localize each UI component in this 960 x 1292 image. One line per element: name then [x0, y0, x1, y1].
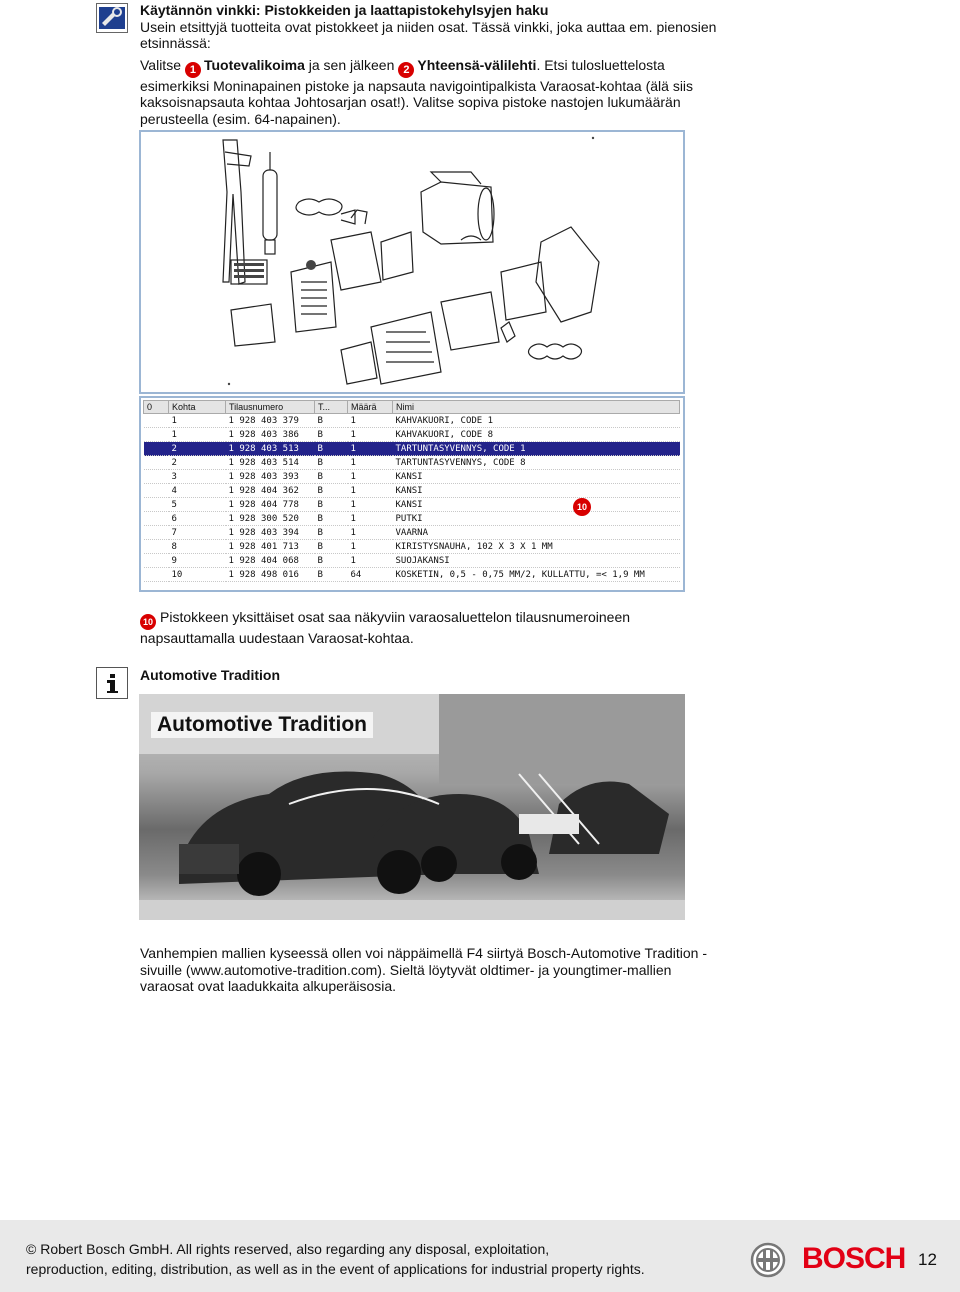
- table-row[interactable]: [144, 442, 680, 456]
- row-marker-cell: [144, 428, 169, 442]
- table-cell: 1 928 403 393: [226, 470, 315, 484]
- table-cell: 1 928 403 379: [226, 414, 315, 428]
- column-header[interactable]: Nimi: [393, 401, 680, 414]
- tip-line: Usein etsittyjä tuotteita ovat pistokkeet ja niiden osat. Tässä vinkki, joka auttaa em. pienosien: [140, 18, 717, 35]
- table-cell: 1 928 401 713: [226, 540, 315, 554]
- table-cell: 1: [348, 428, 393, 442]
- tip-instruction: Valitse 1 Tuotevalikoima ja sen jälkeen 2 Yhteensä-välilehti. Etsi tulosluettelosta: [140, 56, 665, 76]
- table-cell: 1 928 403 386: [226, 428, 315, 442]
- row-marker-cell: [144, 568, 169, 582]
- table-cell: 1: [348, 540, 393, 554]
- table-header-row: [144, 401, 680, 414]
- row-marker-cell: [144, 512, 169, 526]
- tip-line: perusteella (esim. 64-napainen).: [140, 110, 341, 127]
- table-cell: 1: [348, 484, 393, 498]
- step-2-badge: 2: [398, 62, 414, 78]
- table-cell: 1: [169, 414, 226, 428]
- table-row[interactable]: [144, 554, 680, 568]
- table-cell: KANSI: [393, 470, 680, 484]
- tip-line: kaksoisnapsauta kohtaa Johtosarjan osat!). Valitse sopiva pistoke nastojen lukumäärän: [140, 94, 681, 110]
- exploded-connector-drawing: [141, 132, 683, 392]
- table-row[interactable]: [144, 428, 680, 442]
- table-cell: 1: [348, 470, 393, 484]
- table-cell: 1 928 404 362: [226, 484, 315, 498]
- info-paragraph: [140, 945, 940, 995]
- table-cell: 1 928 403 394: [226, 526, 315, 540]
- step-1-badge: 1: [185, 62, 201, 78]
- page-footer: [0, 1220, 960, 1292]
- table-cell: 1: [348, 414, 393, 428]
- table-cell: 7: [169, 526, 226, 540]
- column-header[interactable]: Tilausnumero: [226, 401, 315, 414]
- yhteensa-label: Yhteensä-välilehti: [417, 56, 537, 73]
- bosch-armature-icon: [750, 1242, 786, 1278]
- table-row[interactable]: [144, 456, 680, 470]
- tip-icon: [96, 3, 128, 33]
- automotive-tradition-photo: [139, 694, 685, 920]
- row-marker-cell: [144, 540, 169, 554]
- table-row[interactable]: [144, 414, 680, 428]
- table-cell: B: [315, 442, 348, 456]
- table-cell: 1: [348, 554, 393, 568]
- table-cell: PUTKI: [393, 512, 680, 526]
- table-cell: TARTUNTASYVENNYS, CODE 8: [393, 456, 680, 470]
- table-cell: B: [315, 526, 348, 540]
- tip-line: etsinnässä:: [140, 35, 211, 51]
- callout-section: [140, 609, 940, 647]
- table-cell: 2: [169, 456, 226, 470]
- table-cell: B: [315, 498, 348, 512]
- callout-10-badge-on-table: 10: [573, 498, 591, 516]
- table-cell: 64: [348, 568, 393, 582]
- table-cell: B: [315, 484, 348, 498]
- column-header[interactable]: Kohta: [169, 401, 226, 414]
- table-cell: 1: [348, 456, 393, 470]
- callout-10-badge: 10: [140, 614, 156, 630]
- table-row[interactable]: [144, 540, 680, 554]
- table-cell: 3: [169, 470, 226, 484]
- exploded-view-screenshot: [139, 130, 685, 394]
- row-marker-cell: [144, 470, 169, 484]
- table-cell: 4: [169, 484, 226, 498]
- tip-line: esimerkiksi Moninapainen pistoke ja napsauta navigointipalkista Varaosat-kohtaa (älä siis: [140, 77, 694, 94]
- table-cell: B: [315, 554, 348, 568]
- info-icon: [96, 667, 128, 699]
- table-cell: 1: [169, 428, 226, 442]
- page-number: 12: [918, 1250, 937, 1269]
- bosch-logo: BOSCH: [802, 1242, 906, 1275]
- table-cell: B: [315, 428, 348, 442]
- row-marker-cell: [144, 442, 169, 456]
- table-cell: B: [315, 414, 348, 428]
- table-cell: 9: [169, 554, 226, 568]
- table-row[interactable]: [144, 526, 680, 540]
- table-cell: TARTUNTASYVENNYS, CODE 1: [393, 442, 680, 456]
- table-cell: B: [315, 540, 348, 554]
- table-cell: KOSKETIN, 0,5 - 0,75 MM/2, KULLATTU, =< 1,9 MM: [393, 568, 680, 582]
- copyright-line: © Robert Bosch GmbH. All rights reserved, also regarding any disposal, exploitation,: [26, 1241, 550, 1257]
- table-cell: B: [315, 568, 348, 582]
- table-cell: 1: [348, 512, 393, 526]
- info-line: varaosat ovat laadukkaita alkuperäisosia.: [140, 978, 397, 994]
- column-header[interactable]: T...: [315, 401, 348, 414]
- callout-line: napsauttamalla uudestaan Varaosat-kohtaa.: [140, 630, 414, 646]
- table-cell: KANSI: [393, 484, 680, 498]
- table-cell: 1: [348, 498, 393, 512]
- table-body: [144, 414, 680, 582]
- table-cell: 1 928 403 513: [226, 442, 315, 456]
- table-cell: 10: [169, 568, 226, 582]
- table-cell: 1 928 300 520: [226, 512, 315, 526]
- table-cell: 1: [348, 442, 393, 456]
- info-line: Vanhempien mallien kyseessä ollen voi näppäimellä F4 siirtyä Bosch-Automotive Tradition -: [140, 945, 708, 961]
- parts-list-table: [143, 400, 680, 586]
- tuotevalikoima-label: Tuotevalikoima: [203, 56, 305, 73]
- table-cell: KAHVAKUORI, CODE 1: [393, 414, 680, 428]
- table-cell: 1: [348, 526, 393, 540]
- table-cell: 8: [169, 540, 226, 554]
- table-row[interactable]: [144, 512, 680, 526]
- info-line: sivuille (www.automotive-tradition.com). Sieltä löytyvät oldtimer- ja youngtimer-mallien: [140, 961, 672, 978]
- table-cell: 1 928 403 514: [226, 456, 315, 470]
- info-heading: Automotive Tradition: [140, 667, 280, 683]
- row-marker-cell: [144, 526, 169, 540]
- row-marker-cell: [144, 498, 169, 512]
- table-cell: B: [315, 456, 348, 470]
- table-row[interactable]: [144, 568, 680, 582]
- table-cell: SUOJAKANSI: [393, 554, 680, 568]
- photo-title: Automotive Tradition: [151, 712, 373, 738]
- table-cell: B: [315, 470, 348, 484]
- table-cell: 1 928 404 778: [226, 498, 315, 512]
- table-cell: B: [315, 512, 348, 526]
- row-marker-cell: [144, 554, 169, 568]
- table-cell: 6: [169, 512, 226, 526]
- table-row[interactable]: [144, 470, 680, 484]
- table-cell: KAHVAKUORI, CODE 8: [393, 428, 680, 442]
- table-row[interactable]: [144, 484, 680, 498]
- row-marker-cell: [144, 456, 169, 470]
- callout-line: Pistokkeen yksittäiset osat saa näkyviin varaosaluettelon tilausnumeroineen: [160, 609, 631, 625]
- tip-title: Käytännön vinkki: Pistokkeiden ja laattapistokehylsyjen haku: [140, 2, 549, 18]
- row-marker-cell: [144, 414, 169, 428]
- copyright-line: reproduction, editing, distribution, as well as in the event of applications for industrial property rights.: [26, 1261, 645, 1277]
- column-header[interactable]: Määrä: [348, 401, 393, 414]
- column-header[interactable]: 0: [144, 401, 169, 414]
- table-cell: VAARNA: [393, 526, 680, 540]
- table-cell: KIRISTYSNAUHA, 102 X 3 X 1 MM: [393, 540, 680, 554]
- table-cell: 5: [169, 498, 226, 512]
- row-marker-cell: [144, 484, 169, 498]
- table-cell: 2: [169, 442, 226, 456]
- table-cell: 1 928 498 016: [226, 568, 315, 582]
- table-cell: KANSI: [393, 498, 680, 512]
- tip-section: [140, 2, 940, 127]
- table-cell: 1 928 404 068: [226, 554, 315, 568]
- table-row[interactable]: [144, 498, 680, 512]
